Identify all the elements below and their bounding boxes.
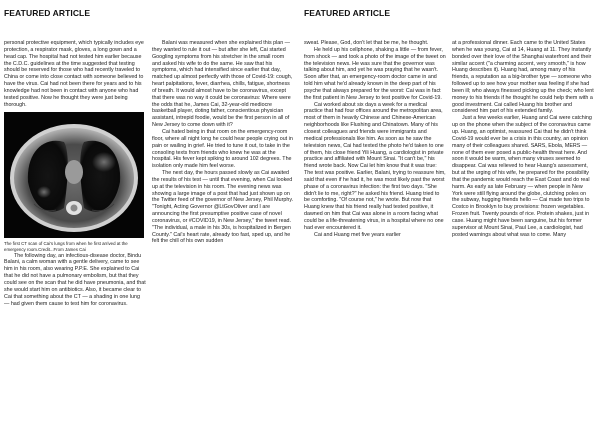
paragraph: personal protective equipment, which typically includes eye protection, a respirator mask, gloves, a long gown and a head cap. The hospital had not tested him earlier because the C.D.C. guidelines at the time suggested that testing should be reserved for those who had recently traveled to China or come into close contact with someone believed to have the virus. Cai had not been there for years and to his knowledge had not been in contact with anyone who had tested positive. Now he thought they were just being thorough. [4, 40, 144, 108]
figure-caption: The first CT scan of Cai's lungs from when he first arrived at the emergency room.Credit...From James Cai [4, 241, 128, 253]
paragraph: at a professional dinner. Each came to the United States when he was young, Cai at 14, Huang at 11. They instantly bonded over their love of the Shanghai waterfront and their similar accent ("a charming accent, very smooth," is how Huang describes it). Huang had, among many of his friends, a reputation as a big-brother type — someone who followed up to see how your mother was feeling if she had been ill; who always finessed picking up the check; who lent money to his friends if he thought he could help them with a good investment. Cai called Huang his brother and considered him part of his extended family. [452, 40, 594, 115]
paragraph: Just a few weeks earlier, Huang and Cai were catching up on the phone when the subject of the coronavirus came up. Huang, an optimist, reassured Cai that he didn't think Covid-19 would ever be a crisis in this country, an opinion many of their colleagues shared. SARS, Ebola, MERS — none of them ever posed a public-health threat here. And soon it would be warm, when many viruses seemed to disappear. Cai was relieved to hear Huang's assessment, but at the urging of his wife, he prepared for the possibility that the pandemic would reach the East Coast and do real harm. As early as late February — when people in New York were still flying around the globe, clutching poles on the subway, hugging friends hello — Cai made two trips to Costco in Brooklyn to buy provisions: frozen vegetables. Frozen fruit. Twenty pounds of rice. Protein shakes, just in case. Huang might have been sanguine, but his former supervisor at Mount Sinai, Paul Lee, a cardiologist, had posted warnings about what was to come. Many [452, 115, 592, 238]
left-column-1 [4, 40, 146, 424]
paragraph: The following day, an infectious-disease doctor, Bindu Balani, a calm woman with a gentle delivery, came to see him in his room, also wearing P.P.E. She explained to Cai that he did not have a pulmonary embolism, but that they could see on the scan that he did have pneumonia, and that she would start him on antibiotics. Also, it became clear to Cai that something about the CT — a shading in one lung — had given them cause to test him for coronavirus. [4, 252, 146, 307]
right-page [300, 0, 600, 424]
right-column-2 [452, 40, 594, 424]
section-header: FEATURED ARTICLE [304, 8, 391, 18]
paragraph: The next day, the hours passed slowly as Cai awaited the results of his test — until that evening, when Cai looked up at the television in his room. The evening news was showing a large image of a post that had just shown up on the Twitter feed of the governor of New Jersey, Phil Murphy. "Tonight, Acting Governor @LtGovOliver and I are announcing the first presumptive positive case of novel coronavirus, or #COVID19, in New Jersey," the tweet read. "The individual, a male in his 30s, is hospitalized in Bergen County." Cai's heart rate, already too fast, sped up, and he felt the chill of his own sudden [152, 170, 294, 245]
paragraph: He held up his cellphone, shaking a little — from fever, from shock — and took a photo of the image of the tweet on the television news. He was sure that the governor was talking about him, and yet he was praying that he wasn't. Soon after that, an emergency-room doctor came in and told him what he'd already known in the deep part of his psyche that always prepared for the worst: Cai was in fact the first patient in New Jersey to test positive for Covid-19. [304, 46, 446, 101]
paragraph: Balani was measured when she explained this plan — they wanted to rule it out — but after she left, Cai started Googling symptoms from his stretcher in the small room and asked his wife to do the same. He saw that his symptoms, which had intensified since earlier that day, matched up almost perfectly with those of Covid-19: cough, heart palpitations, fever, diarrhea, chills, fatigue, shortness of breath. It would almost have to be coronavirus, except that there was no way it could be coronavirus: Where were the odds that he, James Cai, 32-year-old mediocre basketball player, doting father, conscientious physician assistant, intrepid foodie, would be the first person in all of New Jersey to come down with it? [152, 40, 293, 129]
paragraph: sweat. Please, God, don't let that be me, he thought. [304, 40, 429, 46]
ct-scan-image [4, 112, 144, 238]
ct-scan-graphic [4, 112, 144, 238]
paragraph: Cai worked about six days a week for a medical practice that had four offices around the metropolitan area, most of them in heavily Chinese and Chinese-American neighborhoods like Flushing and Chinatown. Many of his closest colleagues and friends were immigrants and medical professionals like him. As soon as he saw the television news, Cai had texted the photo he'd taken to one of them, his close friend Yili Huang, a cardiologist in private practice and affiliated with Mount Sinai. "It can't be," his friend wrote back. Now Cai let him know that it was true: The test was positive. Earlier, Balani, trying to reassure him, said that even if he had it, he was most likely past the worst phase of a coronavirus infection: the first two days. "She didn't lie to me, right?" he asked his friend. Huang tried to be comforting. "Of course not," he wrote. But now that Huang knew that his friend really had tested positive, it dawned on him that Cai was alone in a room facing what could be a life-threatening virus, in a hospital where no one had ever encountered it. [304, 101, 446, 231]
left-column-2 [152, 40, 294, 424]
paragraph: Cai and Huang met five years earlier [314, 231, 401, 238]
paragraph: Cai hated being in that room on the emergency-room floor, where all night long he could hear people crying out in pain or wailing in grief. He tried to tune it out, to take in the consoling texts from friends who knew he was at the hospital. His fever kept spiking to around 102 degrees. The isolation only made him feel worse. [152, 128, 293, 170]
section-header: FEATURED ARTICLE [4, 8, 91, 18]
right-column-1 [304, 40, 446, 424]
